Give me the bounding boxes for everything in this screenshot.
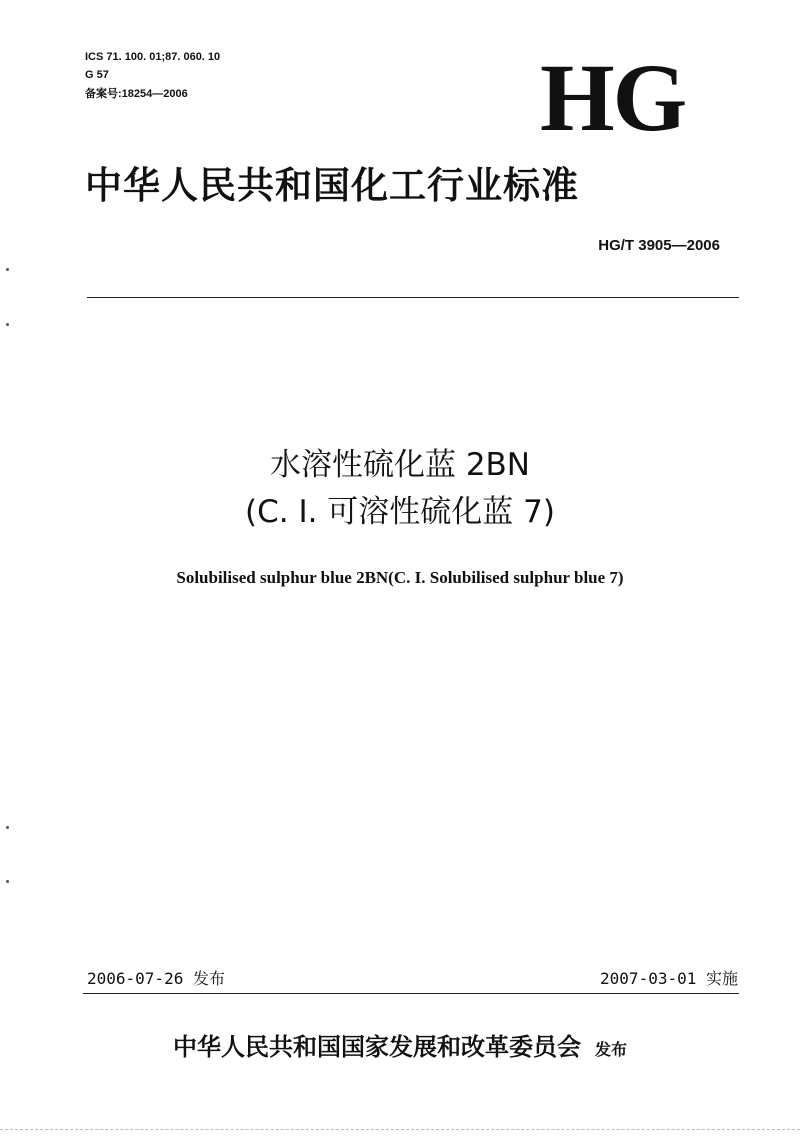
standard-number: HG/T 3905—2006 bbox=[598, 237, 720, 254]
classification-code: G 57 bbox=[85, 69, 109, 81]
record-number: 备案号:18254—2006 bbox=[85, 88, 188, 100]
hg-logo: HG bbox=[540, 44, 686, 151]
publisher bbox=[0, 1030, 800, 1067]
publisher-name: 中华人民共和国国家发展和改革委员会 bbox=[172, 1032, 581, 1061]
issue-date: 2006-07-26 发布 bbox=[87, 969, 225, 988]
document-title-cn: 水溶性硫化蓝 2BN bbox=[269, 447, 531, 483]
scan-speck bbox=[6, 880, 9, 883]
scan-speck bbox=[6, 826, 9, 829]
header-divider bbox=[87, 297, 739, 298]
document-title-en: Solubilised sulphur blue 2BN(C. I. Solubilised sulphur blue 7) bbox=[176, 568, 624, 587]
footer-divider bbox=[83, 993, 739, 994]
scan-bottom-edge bbox=[0, 1129, 800, 1130]
scan-speck bbox=[6, 268, 9, 271]
implementation-date: 2007-03-01 实施 bbox=[600, 969, 738, 988]
scan-speck bbox=[6, 323, 9, 326]
industry-standard-title: 中华人民共和国化工行业标准 bbox=[85, 163, 579, 207]
ics-code: ICS 71. 100. 01;87. 060. 10 bbox=[85, 51, 221, 63]
publisher-suffix: 发布 bbox=[594, 1040, 627, 1059]
document-subtitle-cn: (C. I. 可溶性硫化蓝 7) bbox=[245, 494, 555, 530]
